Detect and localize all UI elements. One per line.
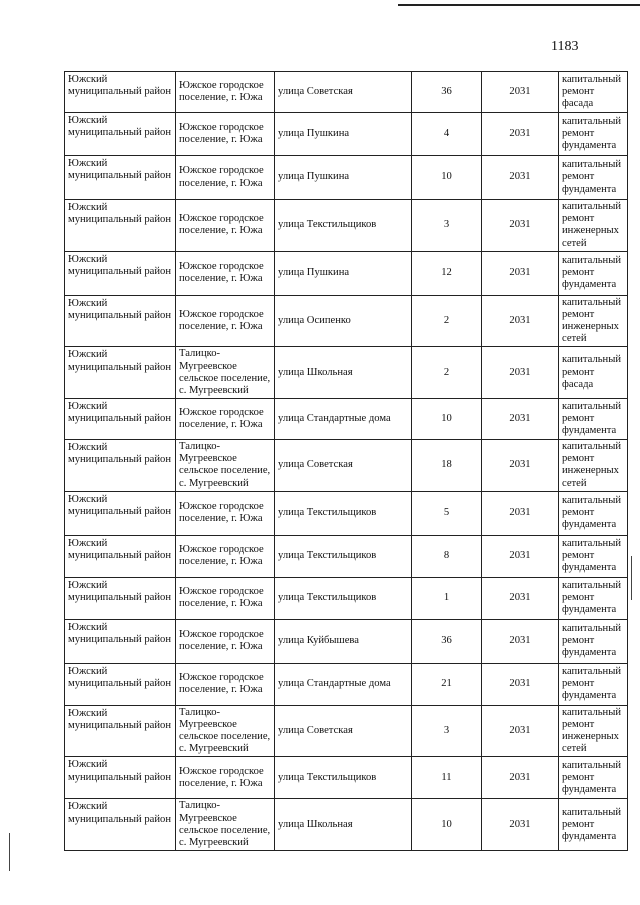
street-cell: улица Куйбышева <box>275 619 412 663</box>
street-cell: улица Советская <box>275 72 412 113</box>
year-cell: 2031 <box>482 156 559 200</box>
year-cell: 2031 <box>482 440 559 492</box>
settlement-cell: Южское городское поселение, г. Южа <box>176 491 275 535</box>
settlement-cell: Талицко-Мугреевское сельское поселение, с. Мугреевский <box>176 799 275 851</box>
house-number-cell: 4 <box>412 113 482 156</box>
house-number-cell: 2 <box>412 295 482 347</box>
settlement-cell: Южское городское поселение, г. Южа <box>176 200 275 252</box>
street-cell: улица Текстильщиков <box>275 757 412 799</box>
house-number-cell: 11 <box>412 757 482 799</box>
table-row <box>65 577 628 619</box>
street-cell: улица Стандартные дома <box>275 663 412 705</box>
street-cell: улица Текстильщиков <box>275 491 412 535</box>
year-cell: 2031 <box>482 705 559 757</box>
district-cell: Южский муниципальный район <box>65 251 176 295</box>
street-cell: улица Советская <box>275 705 412 757</box>
district-cell: Южский муниципальный район <box>65 663 176 705</box>
work-type-cell: капитальный ремонт фундамента <box>559 799 628 851</box>
work-type-cell: капитальный ремонт фундамента <box>559 577 628 619</box>
table-row <box>65 347 628 399</box>
table-row <box>65 113 628 156</box>
district-cell: Южский муниципальный район <box>65 757 176 799</box>
work-type-cell: капитальный ремонт фундамента <box>559 619 628 663</box>
house-number-cell: 12 <box>412 251 482 295</box>
work-type-cell: капитальный ремонт фундамента <box>559 113 628 156</box>
house-number-cell: 5 <box>412 491 482 535</box>
street-cell: улица Текстильщиков <box>275 200 412 252</box>
page-number: 1183 <box>551 39 579 54</box>
district-cell: Южский муниципальный район <box>65 440 176 492</box>
street-cell: улица Стандартные дома <box>275 399 412 440</box>
work-type-cell: капитальный ремонт инженерных сетей <box>559 705 628 757</box>
street-cell: улица Пушкина <box>275 251 412 295</box>
settlement-cell: Южское городское поселение, г. Южа <box>176 663 275 705</box>
district-cell: Южский муниципальный район <box>65 577 176 619</box>
settlement-cell: Южское городское поселение, г. Южа <box>176 72 275 113</box>
year-cell: 2031 <box>482 799 559 851</box>
year-cell: 2031 <box>482 491 559 535</box>
year-cell: 2031 <box>482 295 559 347</box>
table-row <box>65 799 628 851</box>
street-cell: улица Школьная <box>275 799 412 851</box>
table-row <box>65 295 628 347</box>
work-type-cell: капитальный ремонт фундамента <box>559 491 628 535</box>
work-type-cell: капитальный ремонт фундамента <box>559 251 628 295</box>
settlement-cell: Талицко-Мугреевское сельское поселение, с. Мугреевский <box>176 705 275 757</box>
house-number-cell: 21 <box>412 663 482 705</box>
table-row <box>65 535 628 577</box>
district-cell: Южский муниципальный район <box>65 347 176 399</box>
work-type-cell: капитальный ремонт фундамента <box>559 399 628 440</box>
district-cell: Южский муниципальный район <box>65 113 176 156</box>
street-cell: улица Текстильщиков <box>275 577 412 619</box>
street-cell: улица Осипенко <box>275 295 412 347</box>
work-type-cell: капитальный ремонт фундамента <box>559 156 628 200</box>
table-row <box>65 200 628 252</box>
work-type-cell: капитальный ремонт фундамента <box>559 757 628 799</box>
street-cell: улица Пушкина <box>275 113 412 156</box>
year-cell: 2031 <box>482 113 559 156</box>
work-type-cell: капитальный ремонт фундамента <box>559 663 628 705</box>
work-type-cell: капитальный ремонт инженерных сетей <box>559 440 628 492</box>
year-cell: 2031 <box>482 757 559 799</box>
house-number-cell: 3 <box>412 705 482 757</box>
district-cell: Южский муниципальный район <box>65 619 176 663</box>
year-cell: 2031 <box>482 663 559 705</box>
district-cell: Южский муниципальный район <box>65 491 176 535</box>
settlement-cell: Южское городское поселение, г. Южа <box>176 113 275 156</box>
settlement-cell: Талицко-Мугреевское сельское поселение, с. Мугреевский <box>176 440 275 492</box>
year-cell: 2031 <box>482 619 559 663</box>
table-row <box>65 491 628 535</box>
table-row <box>65 440 628 492</box>
work-type-cell: капитальный ремонт фасада <box>559 72 628 113</box>
table-row <box>65 399 628 440</box>
district-cell: Южский муниципальный район <box>65 705 176 757</box>
district-cell: Южский муниципальный район <box>65 156 176 200</box>
settlement-cell: Южское городское поселение, г. Южа <box>176 156 275 200</box>
settlement-cell: Южское городское поселение, г. Южа <box>176 399 275 440</box>
settlement-cell: Южское городское поселение, г. Южа <box>176 577 275 619</box>
settlement-cell: Южское городское поселение, г. Южа <box>176 757 275 799</box>
settlement-cell: Талицко-Мугреевское сельское поселение, с. Мугреевский <box>176 347 275 399</box>
year-cell: 2031 <box>482 535 559 577</box>
work-type-cell: капитальный ремонт инженерных сетей <box>559 200 628 252</box>
year-cell: 2031 <box>482 347 559 399</box>
street-cell: улица Школьная <box>275 347 412 399</box>
year-cell: 2031 <box>482 200 559 252</box>
scan-margin-mark <box>9 833 10 871</box>
district-cell: Южский муниципальный район <box>65 535 176 577</box>
district-cell: Южский муниципальный район <box>65 72 176 113</box>
settlement-cell: Южское городское поселение, г. Южа <box>176 251 275 295</box>
top-rule <box>398 4 640 6</box>
settlement-cell: Южское городское поселение, г. Южа <box>176 619 275 663</box>
house-number-cell: 10 <box>412 399 482 440</box>
house-number-cell: 36 <box>412 72 482 113</box>
table-row <box>65 251 628 295</box>
house-number-cell: 3 <box>412 200 482 252</box>
table-row <box>65 757 628 799</box>
work-type-cell: капитальный ремонт фасада <box>559 347 628 399</box>
table-row <box>65 72 628 113</box>
table-row <box>65 705 628 757</box>
street-cell: улица Пушкина <box>275 156 412 200</box>
house-number-cell: 10 <box>412 156 482 200</box>
house-number-cell: 36 <box>412 619 482 663</box>
table-row <box>65 663 628 705</box>
house-number-cell: 18 <box>412 440 482 492</box>
year-cell: 2031 <box>482 251 559 295</box>
work-type-cell: капитальный ремонт инженерных сетей <box>559 295 628 347</box>
settlement-cell: Южское городское поселение, г. Южа <box>176 295 275 347</box>
table-row <box>65 619 628 663</box>
district-cell: Южский муниципальный район <box>65 295 176 347</box>
table-row <box>65 156 628 200</box>
district-cell: Южский муниципальный район <box>65 200 176 252</box>
settlement-cell: Южское городское поселение, г. Южа <box>176 535 275 577</box>
house-number-cell: 8 <box>412 535 482 577</box>
district-cell: Южский муниципальный район <box>65 799 176 851</box>
year-cell: 2031 <box>482 577 559 619</box>
year-cell: 2031 <box>482 399 559 440</box>
scan-margin-mark <box>631 556 632 600</box>
house-number-cell: 10 <box>412 799 482 851</box>
house-number-cell: 1 <box>412 577 482 619</box>
district-cell: Южский муниципальный район <box>65 399 176 440</box>
repair-schedule-table <box>64 71 628 851</box>
work-type-cell: капитальный ремонт фундамента <box>559 535 628 577</box>
house-number-cell: 2 <box>412 347 482 399</box>
street-cell: улица Текстильщиков <box>275 535 412 577</box>
street-cell: улица Советская <box>275 440 412 492</box>
year-cell: 2031 <box>482 72 559 113</box>
